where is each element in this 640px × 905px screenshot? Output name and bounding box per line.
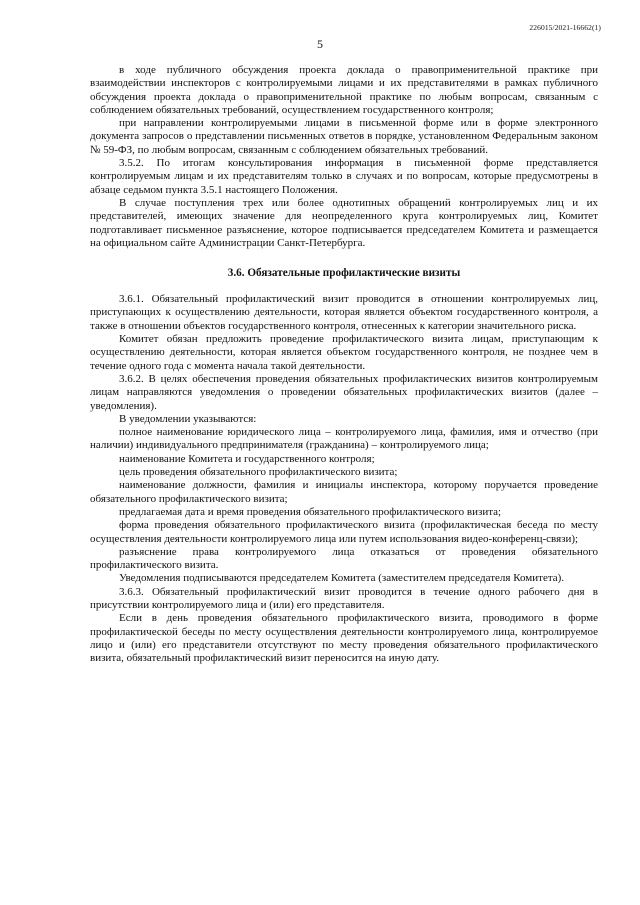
document-registration-number: 226015/2021-16662(1) [529,23,601,32]
paragraph: Комитет обязан предложить проведение профилактического визита лицам, приступающим к осуществлению деятельности, которая является объектом государственного контроля, не позднее чем в течение одного года с момента начала такой деятельности. [90,333,598,372]
paragraph: в ходе публичного обсуждения проекта доклада о правоприменительной практике при взаимодействии инспекторов с контролируемыми лицами и их представителями в рамках публичного обсуждения проекта доклада о правоприменительной практике по любым вопросам, связанным с соблюдением обязательных требований, осуществлением государственного контроля; [90,64,598,116]
paragraph: Если в день проведения обязательного профилактического визита, проводимого в форме профилактической беседы по месту осуществления деятельности контролируемого лица, контролируемое лицо и (или) его представители отсутствуют по месту проведения обязательного профилактического визита, обязательный профилактический визит переносится на иную дату. [90,612,598,665]
list-item: разъяснение права контролируемого лица отказаться от проведения обязательного профилактического визита. [90,545,598,572]
list-item: цель проведения обязательного профилактического визита; [119,466,398,479]
list-item: полное наименование юридического лица – контролируемого лица, фамилия, имя и отчество (при наличии) индивидуального предпринимателя (гражданина) – контролируемого лица; [90,426,598,452]
paragraph: 3.6.3. Обязательный профилактический визит проводится в течение одного рабочего дня в присутствии контролируемого лица и (или) его представителя. [90,585,598,611]
document-body [90,64,598,665]
page-number: 5 [317,37,323,51]
paragraph: при направлении контролируемыми лицами в письменной форме или в форме электронного документа запросов о представлении письменных ответов в порядке, установленном Федеральным законом № 59-ФЗ, по любым вопросам, связанным с соблюдением обязательных требований. [90,117,598,156]
list-item: форма проведения обязательного профилактического визита (профилактическая беседа по месту осуществления деятельности контролируемого лица или путем использования видео-конференц-связи); [90,519,598,545]
list-item: предлагаемая дата и время проведения обязательного профилактического визита; [119,505,502,518]
list-item: наименование Комитета и государственного контроля; [119,452,375,465]
paragraph: 3.5.2. По итогам консультирования информация в письменной форме представляется контролируемым лицам и их представителям только в случаях и по вопросам, которые предусмотрены в абзаце седьмом пункта 3.5.1 настоящего Положения. [90,157,598,196]
paragraph: В уведомлении указываются: [119,412,257,425]
paragraph: 3.6.2. В целях обеспечения проведения обязательных профилактических визитов контролируемым лицам направляются уведомления о проведении обязательных профилактических визитов (далее – уведомления). [90,372,598,412]
paragraph: Уведомления подписываются председателем Комитета (заместителем председателя Комитета). [119,572,565,585]
list-item: наименование должности, фамилия и инициалы инспектора, которому поручается проведение обязательного профилактического визита; [90,479,598,505]
section-heading: 3.6. Обязательные профилактические визиты [227,267,461,280]
paragraph: 3.6.1. Обязательный профилактический визит проводится в отношении контролируемых лиц, приступающих к осуществлению деятельности, которая является объектом государственного контроля, а также в отношении объектов государственного контроля, отнесенных к категории значительного риска. [90,293,598,332]
paragraph: В случае поступления трех или более однотипных обращений контролируемых лиц и их представителей, имеющих значение для неопределенного круга контролируемых лиц, Комитет подготавливает письменное разъяснение, которое подписывается председателем Комитета и размещается на официальном сайте Администрации Санкт-Петербурга. [90,196,598,249]
